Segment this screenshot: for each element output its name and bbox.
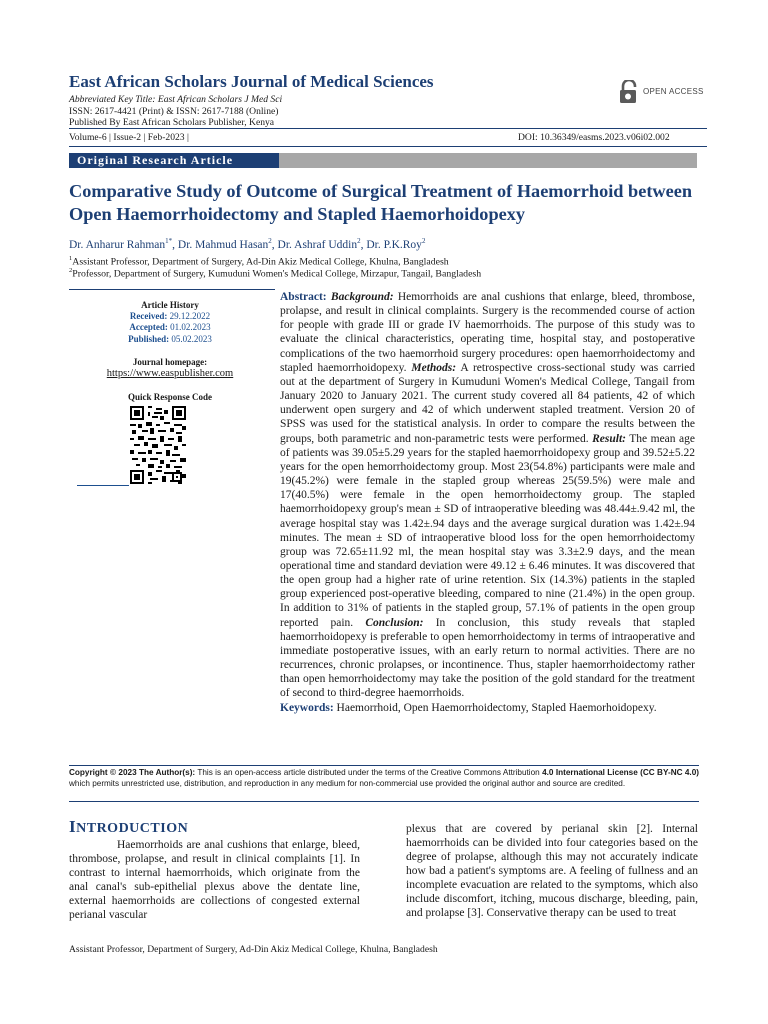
affiliation-text: Professor, Department of Surgery, Kumuduni Women's Medical College, Mirzapur, Tangail, Bangladesh xyxy=(72,268,482,280)
abstract-label: Abstract: xyxy=(280,291,327,303)
result-text: The mean age of patients was 39.05±5.29 years for the stapled haemorrhoidopexy group and 39.52±5.22 years for the open hemorrhoidectomy group. Most 23(54.8%) participants were male and 19(45.2%) were female in the stapled group whereas 25(59.5%) were male and 17(40.5%) were female in the open hemorrhoidectomy group. The stapled haemorrhoidopexy group's mean ± SD of intraoperative bleeding was 48.44±.9.42 ml, the average hospital stay was 1.42±.94 days and the average surgical duration was 1.42±.94 minutes. The mean ± SD of intraoperative blood loss for the open hemorrhoidectomy group was 72.65±11.92 ml, the mean hospital stay was 3.3±2.9 days, and the mean operational time and standard deviation were 49.12 ± 6.46 minutes. It was discovered that the open group had a higher rate of urine retention. Six (14.3%) patients in the stapled group experienced post-operative bleeding, compared to nine (21.4%) in the open group. In addition to 31% of patients in the stapled group, 57.1% of patients in the open group reported pain. xyxy=(280,432,695,629)
conclusion-text: In conclusion, this study reveals that stapled haemorrhoidopexy is preferable to open hemorrhoidectomy in terms of intraoperative and immediate postoperative issues, with an early return to normal activities. There are no recurrences, chronic prolapses, or incontinence. Thus, stapler haemorrhoidectomy rather than open hemorrhoidectomy may take the position of the gold standard for the treatment of second to third-degree haemorrhoids. xyxy=(280,616,695,700)
copyright-top-rule xyxy=(69,765,699,766)
footer-affiliation: Assistant Professor, Department of Surgery, Ad-Din Akiz Medical College, Khulna, Bangladesh xyxy=(69,944,438,955)
conclusion-label: Conclusion: xyxy=(365,616,424,629)
header-rule xyxy=(69,128,707,129)
affiliation xyxy=(69,255,449,267)
received-date: 29.12.2022 xyxy=(169,311,211,322)
affiliation-text: Assistant Professor, Department of Surgery, Ad-Din Akiz Medical College, Khulna, Bangladesh xyxy=(72,256,449,268)
copyright-text: This is an open-access article distributed under the terms of the Creative Commons Attribution xyxy=(195,768,543,777)
affiliation xyxy=(69,267,481,279)
author[interactable]: Dr. Anharur Rahman xyxy=(69,238,166,251)
journal-homepage xyxy=(100,357,240,379)
homepage-link[interactable]: https://www.easpublisher.com xyxy=(106,368,234,380)
author[interactable]: Dr. Ashraf Uddin xyxy=(277,238,358,251)
author-list xyxy=(69,237,425,251)
keywords xyxy=(280,701,695,715)
homepage-label: Journal homepage: xyxy=(132,357,208,367)
copyright-bottom-rule xyxy=(69,801,699,802)
header-rule-2 xyxy=(69,146,707,147)
qr-code-icon[interactable] xyxy=(130,406,186,484)
accepted-date: 01.02.2023 xyxy=(170,322,211,333)
author-superscript: 1* xyxy=(165,237,173,245)
published-date: 05.02.2023 xyxy=(171,333,212,344)
license-name[interactable]: 4.0 International License (CC BY-NC 4.0) xyxy=(542,768,699,777)
introduction-left-column xyxy=(69,838,360,922)
introduction-heading xyxy=(69,817,188,837)
publisher: Published By East African Scholars Publisher, Kenya xyxy=(69,117,275,128)
author[interactable]: Dr. Mahmud Hasan xyxy=(177,238,269,251)
author-superscript: 2 xyxy=(357,237,361,245)
abbreviated-title: Abbreviated Key Title: East African Scholars J Med Sci xyxy=(69,94,283,105)
author-separator: , xyxy=(172,238,178,251)
keywords-label: Keywords: xyxy=(280,701,334,714)
article-title: Comparative Study of Outcome of Surgical Treatment of Haemorrhoid between Open Haemorrhoidectomy and Stapled Haemorhoidopexy xyxy=(69,181,692,224)
copyright-notice xyxy=(69,767,699,789)
introduction-right-column xyxy=(406,822,698,920)
intro-paragraph: Haemorrhoids are anal cushions that enlarge, bleed, thrombose, prolapse, and result in clinical complaints [1]. In contrast to internal haemorrhoids, which originate from the anal canal's sub-epithelial plexus above the dentate line, external haemorrhoids are collections of congested external perianal vascular xyxy=(69,839,360,921)
volume-issue: Volume-6 | Issue-2 | Feb-2023 | xyxy=(69,132,189,143)
published-label: Published: xyxy=(128,333,170,344)
article-history xyxy=(100,300,240,345)
result-label: Result: xyxy=(592,432,626,445)
affiliation-superscript: 1 xyxy=(69,255,73,262)
history-top-rule xyxy=(69,289,275,290)
background-text: Hemorrhoids are anal cushions that enlarge, bleed, thrombose, prolapse, and result in clinical complaints. Surgery is the recommended course of action for people with grade III or grade IV haemorrhoids. The purpose of this study was to evaluate the clinical characteristics, operating time, hospital stay, and postoperative complications of the two haemorrhoid surgery procedures: open haemorrhoidectomy and stapled haemorrhoidopexy. xyxy=(280,291,695,374)
heading-initial: I xyxy=(69,817,77,836)
intro-paragraph: plexus that are covered by perianal skin [2]. Internal haemorrhoids can be divided into four categories based on the degree of prolapse, although this may not accurately indicate how bad a patient's symptoms are. A feeling of fullness and an incomplete evacuation are related to the symptoms, which also include discomfort, itching, mucous discharge, bleeding, pain, and prolapse [3]. Conservative therapy can be used to treat xyxy=(406,823,698,919)
author-superscript: 2 xyxy=(268,237,272,245)
methods-label: Methods: xyxy=(411,361,457,374)
received-label: Received: xyxy=(129,311,168,322)
open-access-label: OPEN ACCESS xyxy=(643,87,704,96)
journal-title[interactable]: East African Scholars Journal of Medical Sciences xyxy=(69,72,434,91)
qr-label xyxy=(100,392,240,403)
background-label: Background: xyxy=(330,291,394,303)
author-separator: , xyxy=(360,238,367,251)
author[interactable]: Dr. P.K.Roy xyxy=(366,238,422,251)
author-superscript: 2 xyxy=(421,237,426,245)
abstract xyxy=(280,290,695,715)
heading-rest: NTRODUCTION xyxy=(76,821,189,836)
methods-text: A retrospective cross-sectional study was carried out at the department of Surgery in Kumuduni Women's Medical College, Tangail from January 2020 to January 2021. The current study covered all 84 patients, 42 of which underwent open surgery and 42 of which underwent stapled treatment. Version 20 of SPSS was used for the statistical analysis. In order to compare the results between the groups, both parametric and non-parametric tests were performed. xyxy=(280,361,695,445)
open-access-lock-icon xyxy=(619,80,639,104)
accepted-label: Accepted: xyxy=(129,322,168,333)
copyright-text-2: which permits unrestricted use, distribution, and reproduction in any medium for non-commercial use provided the original author and source are credited. xyxy=(69,779,626,788)
copyright-label: Copyright © 2023 The Author(s): xyxy=(69,768,196,777)
doi[interactable]: DOI: 10.36349/easms.2023.v06i02.002 xyxy=(518,132,670,143)
qr-label-text: Quick Response Code xyxy=(127,392,212,402)
article-type: Original Research Article xyxy=(77,153,234,167)
affiliation-superscript: 2 xyxy=(69,267,73,274)
keywords-text: Haemorrhoid, Open Haemorrhoidectomy, Stapled Haemorhoidopexy. xyxy=(333,701,657,714)
history-heading: Article History xyxy=(141,300,199,310)
issn: ISSN: 2617-4421 (Print) & ISSN: 2617-7188 (Online) xyxy=(69,106,279,117)
author-separator: , xyxy=(271,238,278,251)
qr-underline xyxy=(77,485,129,486)
